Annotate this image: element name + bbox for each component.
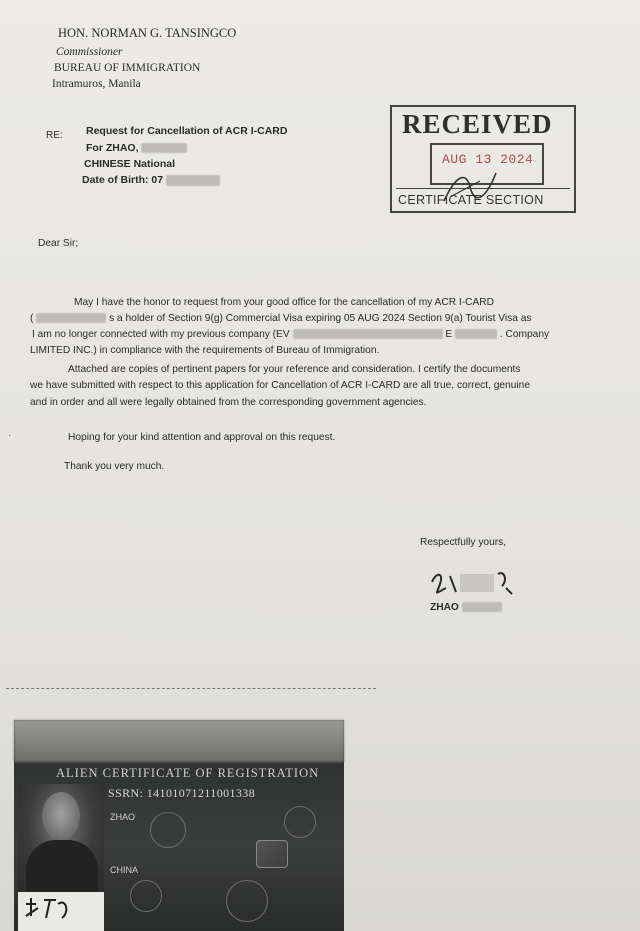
card-seal-icon: [130, 880, 162, 912]
addressee-title: Commissioner: [56, 46, 123, 58]
addressee-name: HON. NORMAN G. TANSINGCO: [58, 26, 237, 40]
signer-line: [430, 600, 502, 616]
re-label: RE:: [46, 130, 63, 141]
redaction-block: [455, 329, 497, 339]
card-nationality: CHINA: [110, 865, 139, 875]
re-subject: Request for Cancellation of ACR I-CARD: [86, 125, 288, 137]
redaction-block: [462, 602, 502, 612]
redaction-block: [166, 175, 220, 186]
addressee-location: Intramuros, Manila: [52, 78, 141, 90]
p1-l3-company: . Company: [499, 329, 550, 340]
paragraph1-line1: May I have the honor to request from your good office for the cancellation of my ACR I-CARD: [74, 297, 494, 308]
p1-l3-e: E: [445, 329, 453, 340]
received-stamp: [390, 105, 576, 213]
stamp-date: AUG 13 2024: [442, 152, 534, 167]
redaction-block: [293, 329, 443, 339]
paragraph2-line2: we have submitted with respect to this application for Cancellation of ACR I-CARD are all true, correct, genuine: [30, 380, 530, 391]
paragraph1-line4: LIMITED INC.) in compliance with the requirements of Bureau of Immigration.: [30, 345, 380, 356]
re-for-text: For ZHAO,: [86, 142, 139, 154]
paragraph2-line1: Attached are copies of pertinent papers for your reference and consideration. I certify the documents: [68, 364, 521, 375]
stamp-initials-icon: [440, 167, 500, 207]
card-photo-body: [26, 840, 98, 892]
re-dob-text: Date of Birth: 07: [82, 174, 164, 186]
paragraph1-line3: [32, 327, 549, 343]
redaction-block: [141, 143, 187, 153]
signature-icon: [426, 566, 522, 600]
p1-l2-text: s a holder of Section 9(g) Commercial Visa expiring 05 AUG 2024 Section 9(a) Tourist Visa as: [109, 313, 532, 324]
p1-l3-text: I am no longer connected with my previous company (EV: [32, 329, 290, 340]
stamp-received-word: RECEIVED: [402, 109, 553, 139]
card-seal-icon: [150, 812, 186, 848]
paragraph3: Hoping for your kind attention and approval on this request.: [68, 432, 336, 443]
p1-l2-open: (: [30, 313, 34, 324]
card-seal-icon: [284, 806, 316, 838]
addressee-office: BUREAU OF IMMIGRATION: [54, 62, 201, 74]
card-ssrn: SSRN: 14101071211001338: [108, 786, 256, 800]
salutation: Dear Sir;: [38, 238, 79, 249]
fold-line: [6, 688, 376, 689]
signer-name: ZHAO: [430, 602, 459, 613]
card-seal-icon: [226, 880, 268, 922]
paragraph2-line3: and in order and all were legally obtained from the corresponding government agencies.: [30, 397, 427, 408]
card-signature-icon: [22, 894, 92, 924]
card-header-blur: [14, 720, 344, 762]
card-photo-head: [42, 792, 80, 840]
paragraph1-line2: [30, 311, 532, 327]
card-chip-icon: [256, 840, 288, 868]
card-title: ALIEN CERTIFICATE OF REGISTRATION: [56, 766, 320, 780]
card-surname: ZHAO: [110, 812, 136, 822]
re-nationality: CHINESE National: [84, 158, 176, 170]
margin-mark: ·: [8, 430, 12, 441]
redaction-block: [36, 313, 106, 323]
closing-text: Respectfully yours,: [420, 537, 507, 548]
paragraph4: Thank you very much.: [64, 461, 165, 472]
re-dob-line: [82, 172, 220, 188]
re-for-line: [86, 140, 187, 156]
stamp-section: CERTIFICATE SECTION: [398, 193, 544, 207]
